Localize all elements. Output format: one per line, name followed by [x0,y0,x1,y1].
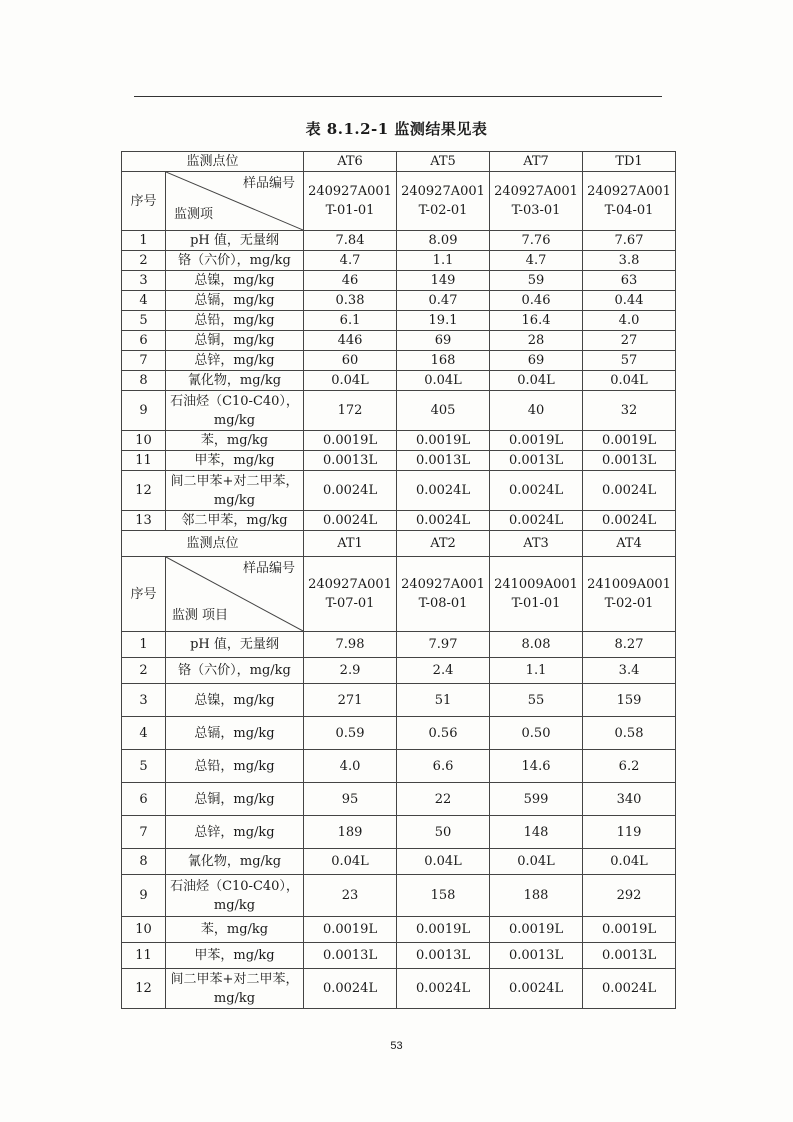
item-label: 监测 项目 [171,608,229,623]
value-cell: 7.67 [583,231,676,251]
diagonal-header-cell [166,172,304,231]
row-number: 10 [122,431,166,451]
seq-label: 序号 [122,172,166,231]
row-number: 8 [122,849,166,875]
value-cell: 159 [583,684,676,717]
table-body [122,152,676,1009]
value-cell: 28 [490,331,583,351]
value-cell: 4.0 [583,311,676,331]
value-cell: 51 [397,684,490,717]
value-cell: 0.50 [490,717,583,750]
point-row [122,531,676,557]
value-cell: 0.0013L [304,451,397,471]
value-cell: 8.09 [397,231,490,251]
value-cell: 0.04L [397,849,490,875]
value-cell: 1.1 [397,251,490,271]
table-row [122,750,676,783]
sample-id: 241009A001 T-01-01 [490,557,583,632]
item-name: 总铅，mg/kg [166,750,304,783]
value-cell: 0.0024L [490,969,583,1009]
sample-id-label: 样品编号 [243,176,296,191]
table-row [122,331,676,351]
value-cell: 158 [397,875,490,917]
item-name: 氰化物，mg/kg [166,371,304,391]
value-cell: 7.84 [304,231,397,251]
table-row [122,684,676,717]
value-cell: 0.0019L [304,917,397,943]
value-cell: 69 [490,351,583,371]
value-cell: 0.0013L [490,943,583,969]
value-cell: 271 [304,684,397,717]
row-number: 3 [122,271,166,291]
page-number: 53 [390,1040,403,1052]
value-cell: 0.0024L [490,511,583,531]
value-cell: 0.44 [583,291,676,311]
item-name: 总锌，mg/kg [166,351,304,371]
value-cell: 23 [304,875,397,917]
value-cell: 0.59 [304,717,397,750]
value-cell: 0.0013L [304,943,397,969]
table-row [122,917,676,943]
monitoring-results-table [121,151,676,1009]
item-name: 总镍，mg/kg [166,271,304,291]
table-row [122,291,676,311]
sample-id: 240927A001 T-02-01 [397,172,490,231]
value-cell: 0.04L [490,371,583,391]
value-cell: 6.2 [583,750,676,783]
value-cell: 599 [490,783,583,816]
row-number: 8 [122,371,166,391]
value-cell: 0.0024L [583,511,676,531]
row-number: 9 [122,391,166,431]
row-number: 9 [122,875,166,917]
item-label: 监测项 [174,207,214,222]
item-name: 铬（六价），mg/kg [166,658,304,684]
value-cell: 0.0019L [490,431,583,451]
row-number: 6 [122,783,166,816]
point-name: AT2 [397,531,490,557]
value-cell: 168 [397,351,490,371]
value-cell: 0.0013L [397,451,490,471]
value-cell: 4.7 [304,251,397,271]
value-cell: 0.0024L [304,471,397,511]
value-cell: 2.9 [304,658,397,684]
value-cell: 0.04L [304,849,397,875]
value-cell: 3.4 [583,658,676,684]
diagonal-header-cell [166,557,304,632]
value-cell: 0.0013L [490,451,583,471]
sample-id: 241009A001 T-02-01 [583,557,676,632]
row-number: 6 [122,331,166,351]
row-number: 3 [122,684,166,717]
item-name: 总镍，mg/kg [166,684,304,717]
point-name: AT1 [304,531,397,557]
value-cell: 292 [583,875,676,917]
value-cell: 0.0019L [304,431,397,451]
table-row [122,511,676,531]
row-number: 5 [122,750,166,783]
item-name: 甲苯，mg/kg [166,943,304,969]
value-cell: 0.0019L [583,917,676,943]
item-name: 总铜，mg/kg [166,783,304,816]
table-row [122,632,676,658]
table-row [122,717,676,750]
point-label: 监测点位 [122,531,304,557]
table-row [122,431,676,451]
table-title: 表 8.1.2-1 监测结果见表 [305,120,488,138]
point-name: AT5 [397,152,490,172]
row-number: 13 [122,511,166,531]
value-cell: 0.04L [583,849,676,875]
table-row [122,943,676,969]
row-number: 7 [122,351,166,371]
value-cell: 46 [304,271,397,291]
value-cell: 148 [490,816,583,849]
value-cell: 32 [583,391,676,431]
value-cell: 340 [583,783,676,816]
value-cell: 0.0024L [583,471,676,511]
table-row [122,351,676,371]
value-cell: 0.0024L [304,969,397,1009]
value-cell: 0.0024L [304,511,397,531]
value-cell: 0.0024L [490,471,583,511]
table-row [122,783,676,816]
row-number: 7 [122,816,166,849]
table-row [122,271,676,291]
row-number: 1 [122,231,166,251]
value-cell: 188 [490,875,583,917]
sample-id: 240927A001 T-03-01 [490,172,583,231]
table-row [122,451,676,471]
value-cell: 55 [490,684,583,717]
value-cell: 149 [397,271,490,291]
point-label: 监测点位 [122,152,304,172]
item-name: 石油烃（C10-C40），mg/kg [166,391,304,431]
item-name: 间二甲苯+对二甲苯，mg/kg [166,471,304,511]
value-cell: 446 [304,331,397,351]
value-cell: 0.04L [583,371,676,391]
table-row [122,231,676,251]
value-cell: 0.47 [397,291,490,311]
item-name: 总镉，mg/kg [166,291,304,311]
row-number: 10 [122,917,166,943]
value-cell: 16.4 [490,311,583,331]
header-rule [134,96,662,97]
item-name: 铬（六价），mg/kg [166,251,304,271]
table-row [122,251,676,271]
item-name: 石油烃（C10-C40），mg/kg [166,875,304,917]
point-name: AT3 [490,531,583,557]
value-cell: 63 [583,271,676,291]
value-cell: 0.0019L [490,917,583,943]
item-name: pH 值，无量纲 [166,231,304,251]
value-cell: 0.0013L [397,943,490,969]
value-cell: 0.38 [304,291,397,311]
table-row [122,875,676,917]
sample-id-label: 样品编号 [243,561,296,576]
value-cell: 0.56 [397,717,490,750]
value-cell: 19.1 [397,311,490,331]
value-cell: 0.0019L [397,917,490,943]
value-cell: 7.76 [490,231,583,251]
value-cell: 405 [397,391,490,431]
row-number: 2 [122,658,166,684]
item-name: 总镉，mg/kg [166,717,304,750]
table-row [122,816,676,849]
value-cell: 7.98 [304,632,397,658]
row-number: 4 [122,291,166,311]
sample-id: 240927A001 T-04-01 [583,172,676,231]
value-cell: 95 [304,783,397,816]
row-number: 5 [122,311,166,331]
table-row [122,311,676,331]
sample-header-row [122,557,676,632]
table-row [122,849,676,875]
item-name: 苯，mg/kg [166,431,304,451]
point-row [122,152,676,172]
table-row [122,371,676,391]
value-cell: 0.0013L [583,943,676,969]
item-name: 氰化物，mg/kg [166,849,304,875]
value-cell: 0.0024L [397,969,490,1009]
item-name: 甲苯，mg/kg [166,451,304,471]
value-cell: 0.58 [583,717,676,750]
row-number: 12 [122,471,166,511]
value-cell: 8.08 [490,632,583,658]
item-name: 总锌，mg/kg [166,816,304,849]
value-cell: 0.04L [304,371,397,391]
value-cell: 14.6 [490,750,583,783]
value-cell: 1.1 [490,658,583,684]
value-cell: 6.6 [397,750,490,783]
value-cell: 2.4 [397,658,490,684]
table-row [122,471,676,511]
value-cell: 60 [304,351,397,371]
row-number: 11 [122,943,166,969]
value-cell: 0.04L [397,371,490,391]
point-name: AT7 [490,152,583,172]
value-cell: 50 [397,816,490,849]
item-name: 间二甲苯+对二甲苯，mg/kg [166,969,304,1009]
value-cell: 3.8 [583,251,676,271]
value-cell: 7.97 [397,632,490,658]
row-number: 12 [122,969,166,1009]
item-name: pH 值，无量纲 [166,632,304,658]
table-row [122,391,676,431]
point-name: AT6 [304,152,397,172]
value-cell: 0.0019L [397,431,490,451]
value-cell: 189 [304,816,397,849]
table-row [122,658,676,684]
row-number: 1 [122,632,166,658]
value-cell: 0.0024L [583,969,676,1009]
value-cell: 0.0024L [397,471,490,511]
value-cell: 119 [583,816,676,849]
row-number: 2 [122,251,166,271]
sample-header-row [122,172,676,231]
item-name: 总铅，mg/kg [166,311,304,331]
value-cell: 59 [490,271,583,291]
value-cell: 57 [583,351,676,371]
value-cell: 0.0024L [397,511,490,531]
value-cell: 4.0 [304,750,397,783]
value-cell: 0.0013L [583,451,676,471]
item-name: 邻二甲苯，mg/kg [166,511,304,531]
table-row [122,969,676,1009]
point-name: TD1 [583,152,676,172]
value-cell: 6.1 [304,311,397,331]
row-number: 11 [122,451,166,471]
value-cell: 22 [397,783,490,816]
value-cell: 4.7 [490,251,583,271]
sample-id: 240927A001 T-01-01 [304,172,397,231]
point-name: AT4 [583,531,676,557]
value-cell: 40 [490,391,583,431]
item-name: 总铜，mg/kg [166,331,304,351]
value-cell: 0.46 [490,291,583,311]
sample-id: 240927A001 T-08-01 [397,557,490,632]
value-cell: 8.27 [583,632,676,658]
value-cell: 0.04L [490,849,583,875]
item-name: 苯，mg/kg [166,917,304,943]
value-cell: 69 [397,331,490,351]
value-cell: 27 [583,331,676,351]
seq-label: 序号 [122,557,166,632]
sample-id: 240927A001 T-07-01 [304,557,397,632]
value-cell: 0.0019L [583,431,676,451]
row-number: 4 [122,717,166,750]
value-cell: 172 [304,391,397,431]
